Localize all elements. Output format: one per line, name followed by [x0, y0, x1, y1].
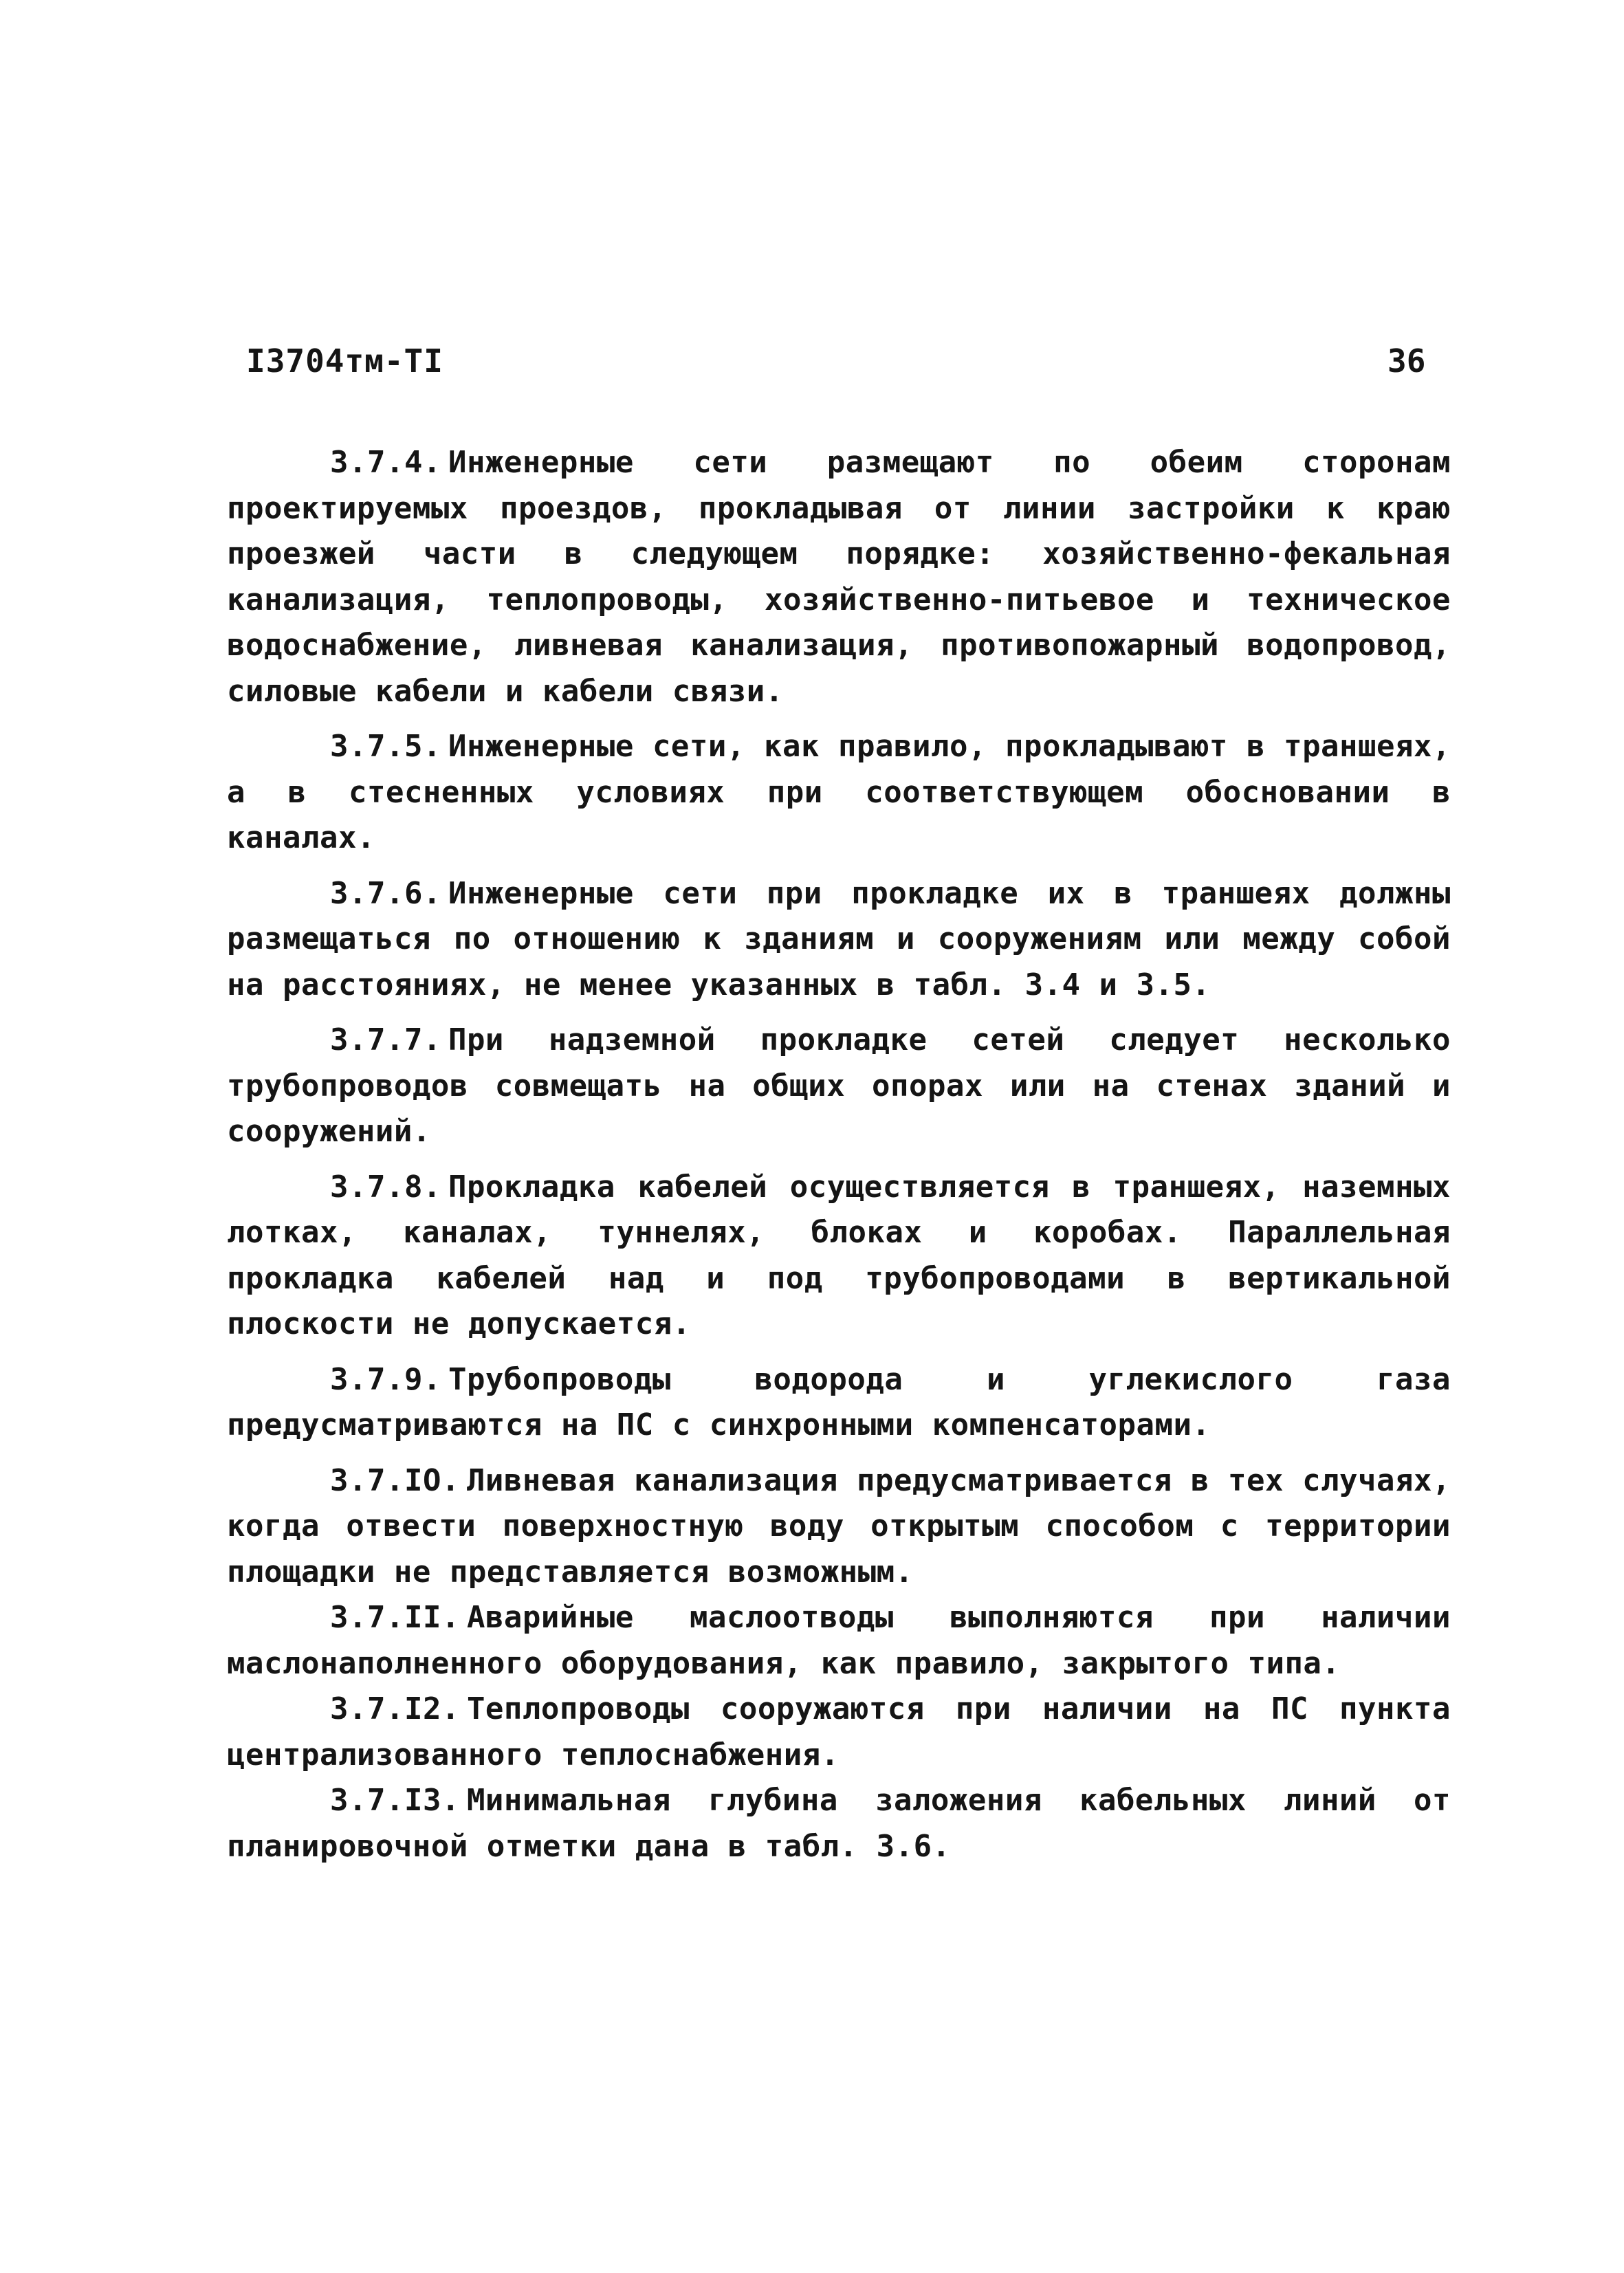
paragraph-number: 3.7.4. [330, 445, 441, 480]
page-number: 36 [1387, 342, 1426, 380]
paragraph-number: 3.7.IO. [330, 1462, 460, 1498]
document-code: I3704тм-ТI [246, 342, 443, 380]
paragraph-number: 3.7.6. [330, 875, 441, 911]
paragraph-3-7-11 [227, 1595, 1451, 1687]
paragraph-number: 3.7.9. [330, 1361, 441, 1397]
document-body [227, 440, 1451, 1869]
paragraph-text: Инженерные сети при прокладке их в траншеях должны размещаться по отношению к зданиям и сооружениям или между собой на расстояниях, не менее указанных в табл. 3.4 и 3.5. [227, 875, 1451, 1002]
paragraph-text: Аварийные маслоотводы выполняются при наличии маслонаполненного оборудования, как правило, закрытого типа. [227, 1600, 1451, 1681]
paragraph-text: Прокладка кабелей осуществляется в траншеях, наземных лотках, каналах, туннелях, блоках и коробах. Параллельная прокладка кабелей над и под трубопроводами в вертикальной плоскости не допускается. [227, 1169, 1451, 1341]
paragraph-text: Инженерные сети размещают по обеим сторонам проектируемых проездов, прокладывая от линии застройки к краю проезжей части в следующем порядке: хозяйственно-фекальная канализация, теплопроводы, хозяйственно-питьевое и техническое водоснабжение, ливневая канализация, противопожарный водопровод, силовые кабели и кабели связи. [227, 445, 1451, 709]
paragraph-number: 3.7.II. [330, 1600, 460, 1635]
paragraph-3-7-8 [227, 1165, 1451, 1348]
paragraph-text: Ливневая канализация предусматривается в тех случаях, когда отвести поверхностную воду открытым способом с территории площадки не представляется возможным. [227, 1462, 1451, 1590]
paragraph-text: Теплопроводы сооружаются при наличии на ПС пункта централизованного теплоснабжения. [227, 1691, 1451, 1772]
paragraph-3-7-10 [227, 1458, 1451, 1596]
paragraph-number: 3.7.I2. [330, 1691, 460, 1726]
paragraph-3-7-12 [227, 1687, 1451, 1778]
paragraph-number: 3.7.5. [330, 729, 441, 764]
paragraph-text: Инженерные сети, как правило, прокладывают в траншеях, а в стесненных условиях при соответствующем обосновании в каналах. [227, 729, 1451, 855]
paragraph-3-7-6 [227, 871, 1451, 1009]
paragraph-3-7-9 [227, 1357, 1451, 1449]
paragraph-3-7-4 [227, 440, 1451, 714]
paragraph-text: При надземной прокладке сетей следует несколько трубопроводов совмещать на общих опорах или на стенах зданий и сооружений. [227, 1022, 1451, 1149]
paragraph-3-7-13 [227, 1778, 1451, 1869]
paragraph-number: 3.7.7. [330, 1022, 441, 1057]
paragraph-number: 3.7.I3. [330, 1783, 460, 1818]
paragraph-text: Трубопроводы водорода и углекислого газа предусматриваются на ПС с синхронными компенсаторами. [227, 1361, 1451, 1442]
paragraph-number: 3.7.8. [330, 1169, 441, 1205]
paragraph-text: Минимальная глубина заложения кабельных линий от планировочной отметки дана в табл. 3.6. [227, 1783, 1451, 1864]
paragraph-3-7-7 [227, 1018, 1451, 1155]
paragraph-3-7-5 [227, 724, 1451, 861]
